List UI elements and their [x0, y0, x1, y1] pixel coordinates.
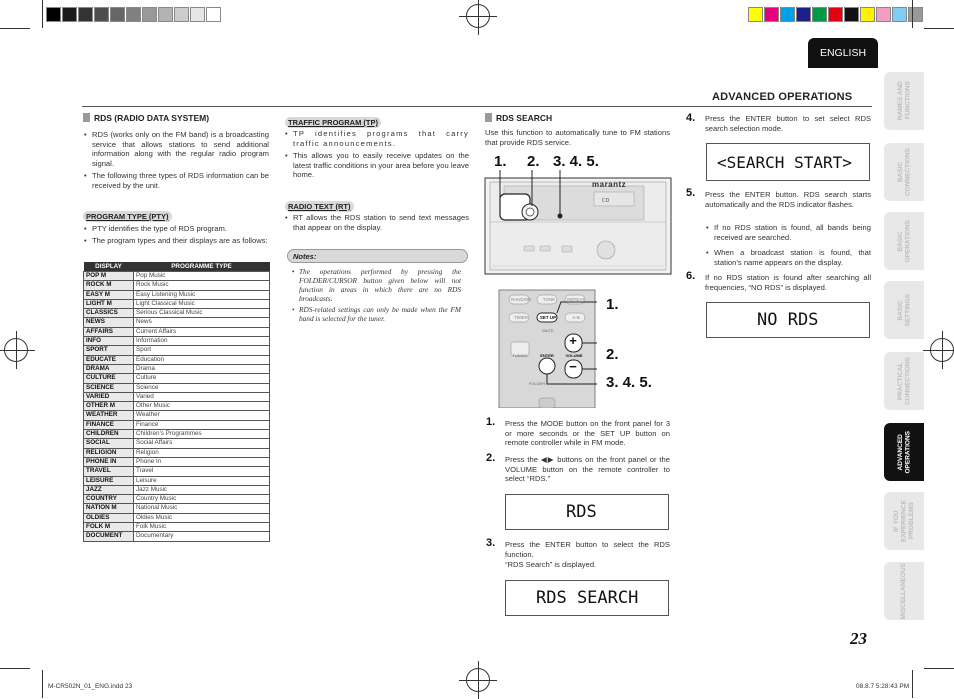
color-swatch: [62, 7, 77, 22]
color-swatch: [142, 7, 157, 22]
remote-step-label: 1.: [606, 296, 619, 313]
front-panel-illustration: [484, 170, 672, 278]
remote-illustration: [497, 288, 597, 408]
programme-type-cell: Culture: [134, 374, 270, 383]
color-swatch: [844, 7, 859, 22]
side-tab[interactable]: [884, 281, 924, 339]
programme-type-cell: Finance: [134, 420, 270, 429]
color-swatch: [206, 7, 221, 22]
display-code-cell: LEISURE: [84, 476, 134, 485]
display-code-cell: VARIED: [84, 392, 134, 401]
crop-mark: [924, 28, 954, 29]
display-code-cell: FOLK M: [84, 523, 134, 532]
registration-target-icon: [466, 668, 490, 692]
registration-target-icon: [4, 338, 28, 362]
step-number: 2.: [486, 452, 496, 464]
programme-type-cell: Light Classical Music: [134, 299, 270, 308]
color-swatch: [860, 7, 875, 22]
display-code-cell: EASY M: [84, 290, 134, 299]
display-code-cell: CULTURE: [84, 374, 134, 383]
rt-bullet: • RT allows the RDS station to send text messages that appear on the display.: [293, 213, 469, 232]
display-text: NO RDS: [757, 310, 819, 330]
note-item: • The operations performed by pressing the FOLDER/CURSOR button given below will not function in areas in which there are no RDS broadcasts.: [299, 268, 461, 304]
display-code-cell: SOCIAL: [84, 439, 134, 448]
step-text: Press the ◀▶ buttons on the front panel or the VOLUME button on the remote controller to select “RDS.”: [505, 455, 670, 484]
table-row: [84, 392, 270, 401]
table-row: [84, 430, 270, 439]
table-row: [84, 411, 270, 420]
table-row: [84, 457, 270, 466]
table-row: [84, 495, 270, 504]
display-code-cell: NATION M: [84, 504, 134, 513]
programme-type-cell: Sport: [134, 346, 270, 355]
remote-random-label: RANDOM: [511, 297, 531, 302]
footer-file-name: M-CR502N_01_ENG.indd 23: [48, 683, 133, 690]
color-swatch: [94, 7, 109, 22]
side-tab[interactable]: [884, 143, 924, 201]
step-text: Press the MODE button on the front panel for 3 or more seconds or the SET UP button on remote controller while in FM mode.: [505, 419, 670, 448]
programme-type-cell: Leisure: [134, 476, 270, 485]
programme-type-cell: Jazz Music: [134, 485, 270, 494]
color-swatch: [46, 7, 61, 22]
remote-volume-plus-icon: +: [569, 333, 577, 348]
rds-bullet: • RDS (works only on the FM band) is a broadcasting service that allows stations to send additional information along with the regular radio program signal.: [92, 130, 269, 168]
display-text: RDS SEARCH: [536, 588, 639, 608]
display-code-cell: PHONE IN: [84, 457, 134, 466]
side-tab[interactable]: [884, 352, 924, 410]
display-text: RDS: [566, 502, 597, 522]
front-step-label: 1.: [494, 153, 507, 170]
pty-bullet: • PTY identifies the type of RDS program.: [92, 224, 269, 234]
display-code-cell: ROCK M: [84, 281, 134, 290]
programme-type-cell: Other Music: [134, 402, 270, 411]
footer-timestamp: 08.8.7 5:28:43 PM: [856, 683, 910, 690]
step-number: 6.: [686, 270, 696, 282]
side-tab-label: BASIC CONNECTIONS: [896, 147, 911, 197]
programme-type-cell: Documentary: [134, 532, 270, 541]
pty-bullet: • The program types and their displays are as follows:: [92, 236, 269, 246]
display-code-cell: SPORT: [84, 346, 134, 355]
display-no-rds: [706, 302, 870, 338]
step-bullet: • If no RDS station is found, all bands being received are searched.: [714, 223, 871, 242]
page-number: 23: [850, 629, 867, 648]
step-number: 1.: [486, 416, 496, 428]
table-row: [84, 281, 270, 290]
side-tab[interactable]: [884, 212, 924, 270]
display-code-cell: JAZZ: [84, 485, 134, 494]
programme-type-cell: Current Affairs: [134, 327, 270, 336]
svg-text:CD: CD: [602, 198, 610, 204]
table-row: [84, 346, 270, 355]
programme-type-cell: Pop Music: [134, 272, 270, 281]
remote-tone-label: TONE: [542, 297, 556, 302]
remote-step-label: 3. 4. 5.: [606, 374, 652, 391]
tp-bullet: • This allows you to easily receive updates on the latest traffic conditions in your area before you leave home.: [293, 151, 469, 180]
display-code-cell: LIGHT M: [84, 299, 134, 308]
color-swatch: [828, 7, 843, 22]
heading-square-icon: [485, 113, 492, 122]
display-code-cell: OLDIES: [84, 513, 134, 522]
remote-mute-label: MUTE: [542, 328, 554, 333]
front-step-label: 2.: [527, 153, 540, 170]
rt-heading: [285, 196, 354, 214]
step-bullet: • When a broadcast station is found, that station’s name appears on the display.: [714, 248, 871, 267]
crop-mark: [42, 670, 43, 698]
display-rds-search: [505, 580, 669, 616]
side-tab[interactable]: [884, 72, 924, 130]
programme-type-cell: Information: [134, 337, 270, 346]
remote-volume-label: VOLUME: [565, 353, 583, 358]
table-row: [84, 290, 270, 299]
color-swatch: [908, 7, 923, 22]
display-code-cell: OTHER M: [84, 402, 134, 411]
side-tab[interactable]: [884, 423, 924, 481]
programme-type-cell: Weather: [134, 411, 270, 420]
crop-mark: [912, 670, 913, 698]
remote-step-label: 2.: [606, 346, 619, 363]
rds-search-heading-text: RDS SEARCH: [496, 113, 553, 123]
display-code-cell: CHILDREN: [84, 430, 134, 439]
programme-type-cell: Easy Listening Music: [134, 290, 270, 299]
color-swatch: [796, 7, 811, 22]
rds-bullet: • The following three types of RDS information can be received by the unit.: [92, 171, 269, 190]
registration-target-icon: [466, 4, 490, 28]
rds-heading: [83, 113, 209, 123]
programme-type-cell: Phone In: [134, 457, 270, 466]
crop-mark: [42, 0, 43, 28]
display-text: <SEARCH START>: [717, 152, 852, 172]
pty-heading: [83, 206, 172, 224]
programme-type-cell: Drama: [134, 364, 270, 373]
color-swatch: [190, 7, 205, 22]
display-code-cell: INFO: [84, 337, 134, 346]
front-step-label: 3. 4. 5.: [553, 153, 599, 170]
display-code-cell: WEATHER: [84, 411, 134, 420]
display-code-cell: DOCUMENT: [84, 532, 134, 541]
step-text: If no RDS station is found after searching all frequencies, “NO RDS” is displayed.: [705, 273, 871, 292]
step-text: Press the ENTER button to select the RDS function.: [505, 540, 670, 559]
programme-type-cell: News: [134, 318, 270, 327]
table-row: [84, 364, 270, 373]
table-row: [84, 523, 270, 532]
table-row: [84, 272, 270, 281]
registration-target-icon: [930, 338, 954, 362]
display-code-cell: RELIGION: [84, 448, 134, 457]
programme-type-cell: Folk Music: [134, 523, 270, 532]
display-code-cell: SCIENCE: [84, 383, 134, 392]
programme-type-cell: Rock Music: [134, 281, 270, 290]
table-row: [84, 439, 270, 448]
color-swatch: [876, 7, 891, 22]
notes-bar: Notes:: [287, 249, 468, 263]
crop-mark: [912, 0, 913, 28]
crop-mark: [924, 668, 954, 669]
display-code-cell: CLASSICS: [84, 309, 134, 318]
step-number: 3.: [486, 537, 496, 549]
table-row: [84, 383, 270, 392]
remote-volume-minus-icon: −: [569, 359, 577, 374]
color-swatch: [126, 7, 141, 22]
table-row: [84, 448, 270, 457]
programme-type-cell: Religion: [134, 448, 270, 457]
table-row: [84, 513, 270, 522]
programme-type-cell: Children’s Programmes: [134, 430, 270, 439]
header-rule: [82, 106, 872, 107]
step-number: 4.: [686, 112, 696, 124]
side-tab[interactable]: [884, 562, 924, 620]
pty-heading-text: PROGRAM TYPE (PTY): [83, 211, 172, 222]
table-row: [84, 309, 270, 318]
display-code-cell: COUNTRY: [84, 495, 134, 504]
color-swatch: [748, 7, 763, 22]
tp-heading: [285, 112, 381, 130]
table-header-row: [84, 262, 270, 272]
remote-enter-label: ENTER: [540, 353, 554, 358]
step-number: 5.: [686, 187, 696, 199]
color-swatch: [110, 7, 125, 22]
table-header: DISPLAY: [84, 262, 134, 272]
pty-table: [83, 262, 270, 542]
table-row: [84, 476, 270, 485]
programme-type-cell: Travel: [134, 467, 270, 476]
crop-mark: [0, 668, 30, 669]
table-row: [84, 467, 270, 476]
display-rds: [505, 494, 669, 530]
color-swatch: [174, 7, 189, 22]
color-swatch: [158, 7, 173, 22]
programme-type-cell: Social Affairs: [134, 439, 270, 448]
rds-search-intro: Use this function to automatically tune to FM stations that provide RDS service.: [485, 128, 670, 147]
display-code-cell: EDUCATE: [84, 355, 134, 364]
display-code-cell: TRAVEL: [84, 467, 134, 476]
display-code-cell: DRAMA: [84, 364, 134, 373]
section-title: ADVANCED OPERATIONS: [712, 91, 853, 103]
step-text: Press the ENTER button to set select RDS search selection mode.: [705, 114, 871, 133]
crop-mark: [0, 28, 30, 29]
table-row: [84, 374, 270, 383]
table-row: [84, 355, 270, 364]
remote-ab-label: A-B: [572, 315, 580, 320]
language-tab: ENGLISH: [808, 38, 878, 68]
step-text: “RDS Search” is displayed.: [505, 560, 597, 569]
rt-heading-text: RADIO TEXT (RT): [285, 201, 354, 212]
heading-square-icon: [83, 113, 90, 122]
table-row: [84, 318, 270, 327]
display-code-cell: AFFAIRS: [84, 327, 134, 336]
side-tab-label: IF YOU EXPERIENCE PROBLEMS: [892, 500, 915, 542]
note-item: • RDS-related settings can only be made when the FM band is selected for the tuner.: [299, 306, 461, 324]
display-code-cell: NEWS: [84, 318, 134, 327]
programme-type-cell: Country Music: [134, 495, 270, 504]
rds-search-heading: [485, 113, 552, 123]
remote-repeat-label: REPEAT: [567, 297, 585, 302]
programme-type-cell: Varied: [134, 392, 270, 401]
step-text: Press the ENTER button. RDS search starts automatically and the RDS indicator flashes.: [705, 190, 871, 209]
side-tab-label: BASIC OPERATIONS: [896, 219, 911, 263]
side-tab[interactable]: [884, 492, 924, 550]
color-swatch: [764, 7, 779, 22]
color-swatch: [812, 7, 827, 22]
remote-tuning-label: TUNING: [512, 353, 528, 358]
remote-folder-label: FOLDER: [528, 381, 546, 386]
remote-setup-label: SET UP: [539, 315, 557, 320]
programme-type-cell: Education: [134, 355, 270, 364]
side-tab-label: NAMES AND FUNCTIONS: [896, 81, 911, 121]
table-row: [84, 327, 270, 336]
programme-type-cell: Oldies Music: [134, 513, 270, 522]
display-code-cell: POP M: [84, 272, 134, 281]
table-row: [84, 504, 270, 513]
side-tab-label: MISCELLANEOUS: [900, 562, 908, 620]
table-header: PROGRAMME TYPE: [134, 262, 270, 272]
table-row: [84, 337, 270, 346]
tp-bullet: • TP identifies programs that carry traffic announcements.: [293, 129, 469, 148]
programme-type-cell: National Music: [134, 504, 270, 513]
programme-type-cell: Science: [134, 383, 270, 392]
tp-heading-text: TRAFFIC PROGRAM (TP): [285, 117, 381, 128]
color-swatch: [780, 7, 795, 22]
display-code-cell: FINANCE: [84, 420, 134, 429]
table-row: [84, 420, 270, 429]
table-row: [84, 532, 270, 541]
remote-timer-label: TIMER: [514, 315, 528, 320]
side-tab-label: ADVANCED OPERATIONS: [896, 430, 911, 474]
programme-type-cell: Serious Classical Music: [134, 309, 270, 318]
display-search-start: [706, 143, 870, 181]
side-tab-label: PRACTICAL CONNECTIONS: [896, 356, 911, 406]
color-swatch: [892, 7, 907, 22]
table-row: [84, 299, 270, 308]
color-swatch: [78, 7, 93, 22]
table-row: [84, 402, 270, 411]
table-row: [84, 485, 270, 494]
side-tab-label: BASIC SETTINGS: [896, 293, 911, 327]
front-panel-brand: marantz: [592, 180, 627, 189]
rds-heading-text: RDS (RADIO DATA SYSTEM): [94, 113, 210, 123]
